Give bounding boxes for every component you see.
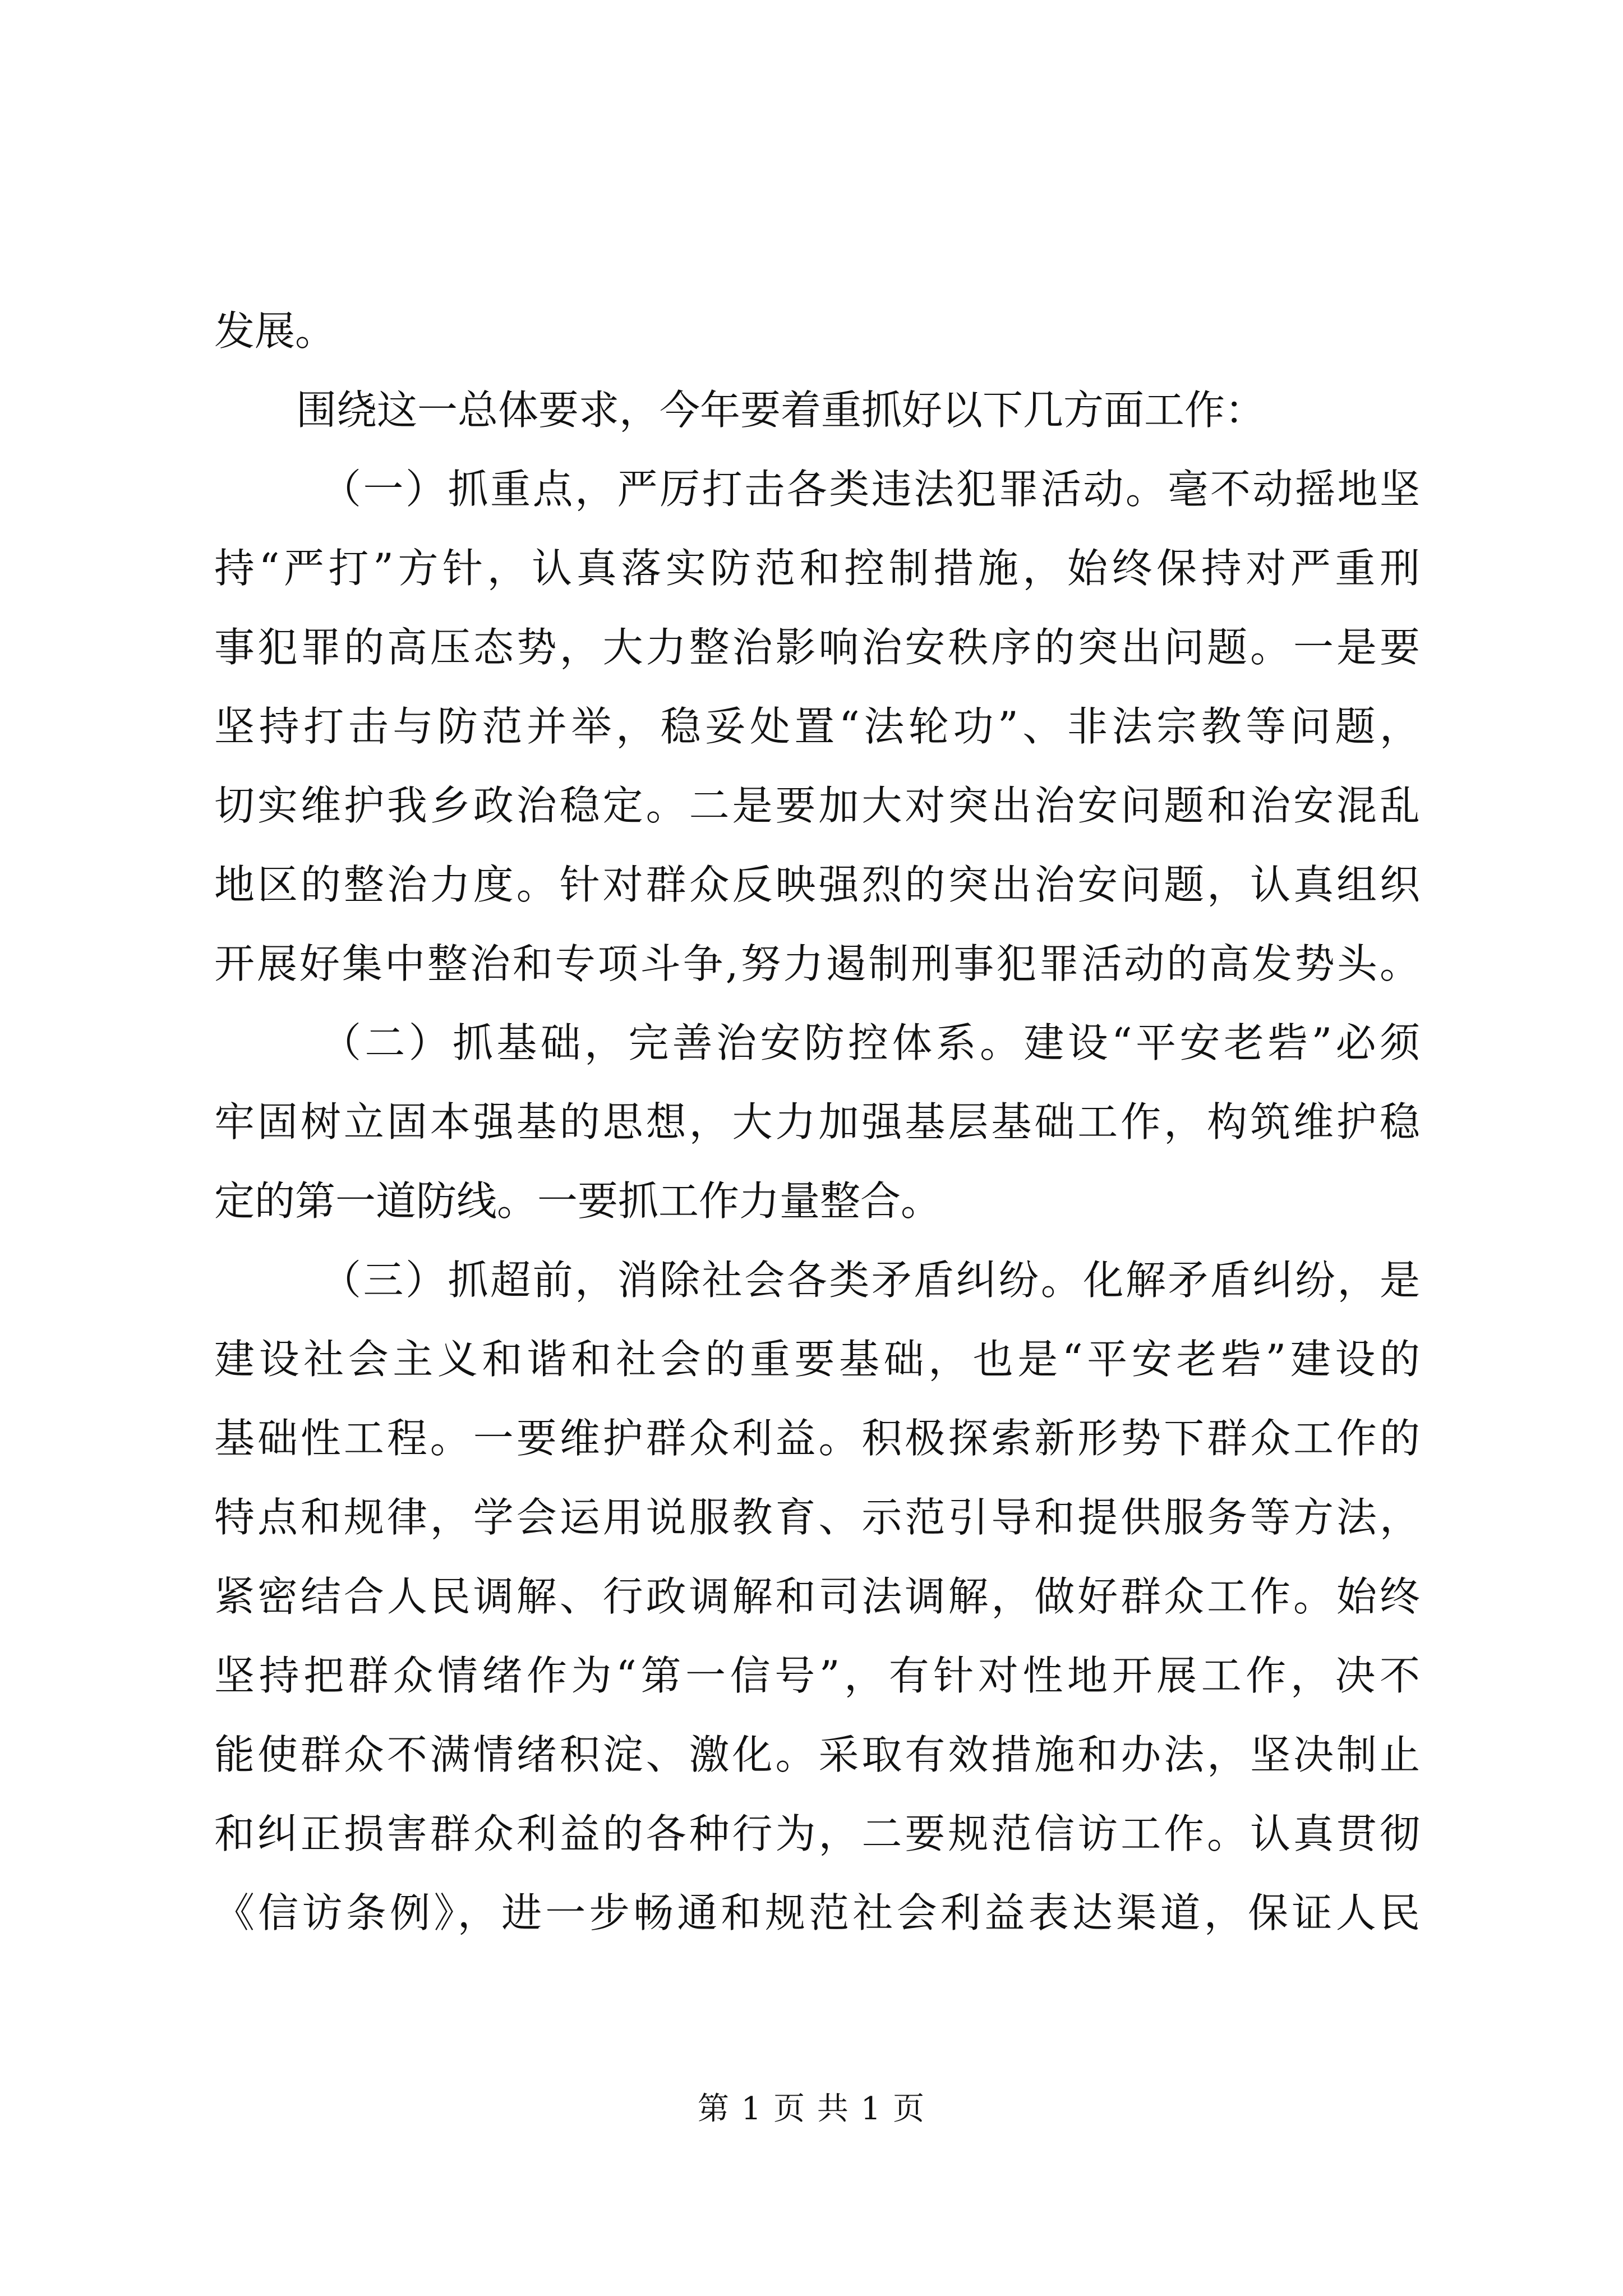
paragraph-first-line: 围绕这一总体要求，今年要着重抓好以下几方面工作： [296,386,1266,434]
paragraph-first-line: （三）抓超前，消除社会各类矛盾纠纷。化解矛盾纠纷，是 [321,1257,1420,1304]
text-line: 《信访条例》，进一步畅通和规范社会利益表达渠道，保证人民 [214,1889,1420,1936]
page-footer: 第 1 页 共 1 页 [697,2091,926,2127]
text-line: 基础性工程。一要维护群众利益。积极探索新形势下群众工作的 [214,1415,1420,1462]
text-line: 切实维护我乡政治稳定。二是要加大对突出治安问题和治安混乱 [214,782,1420,829]
text-line: 建设社会主义和谐和社会的重要基础，也是“平安老砦”建设的 [214,1336,1420,1383]
text-line: 地区的整治力度。针对群众反映强烈的突出治安问题，认真组织 [214,861,1420,908]
text-line: 和纠正损害群众利益的各种行为，二要规范信访工作。认真贯彻 [214,1810,1420,1857]
text-line: 特点和规律，学会运用说服教育、示范引导和提供服务等方法， [214,1494,1420,1541]
text-line: 坚持把群众情绪作为“第一信号”，有针对性地开展工作，决不 [214,1652,1420,1699]
text-line: 开展好集中整治和专项斗争,努力遏制刑事犯罪活动的高发势头。 [214,940,1420,987]
text-line: 事犯罪的高压态势，大力整治影响治安秩序的突出问题。一是要 [214,624,1420,671]
text-line: 定的第一道防线。一要抓工作力量整合。 [214,1177,942,1225]
text-line: 能使群众不满情绪积淀、激化。采取有效措施和办法，坚决制止 [214,1731,1420,1778]
text-line: 持“严打”方针，认真落实防范和控制措施，始终保持对严重刑 [214,545,1420,592]
text-line: 发展。 [214,307,336,355]
text-line: 牢固树立固本强基的思想，大力加强基层基础工作，构筑维护稳 [214,1098,1420,1145]
document-body [214,292,1420,1953]
paragraph-first-line: （二）抓基础，完善治安防控体系。建设“平安老砦”必须 [321,1019,1420,1066]
text-line: 紧密结合人民调解、行政调解和司法调解，做好群众工作。始终 [214,1573,1420,1620]
text-line: 坚持打击与防范并举，稳妥处置“法轮功”、非法宗教等问题， [214,703,1420,750]
paragraph-first-line: （一）抓重点，严厉打击各类违法犯罪活动。毫不动摇地坚 [321,466,1420,513]
